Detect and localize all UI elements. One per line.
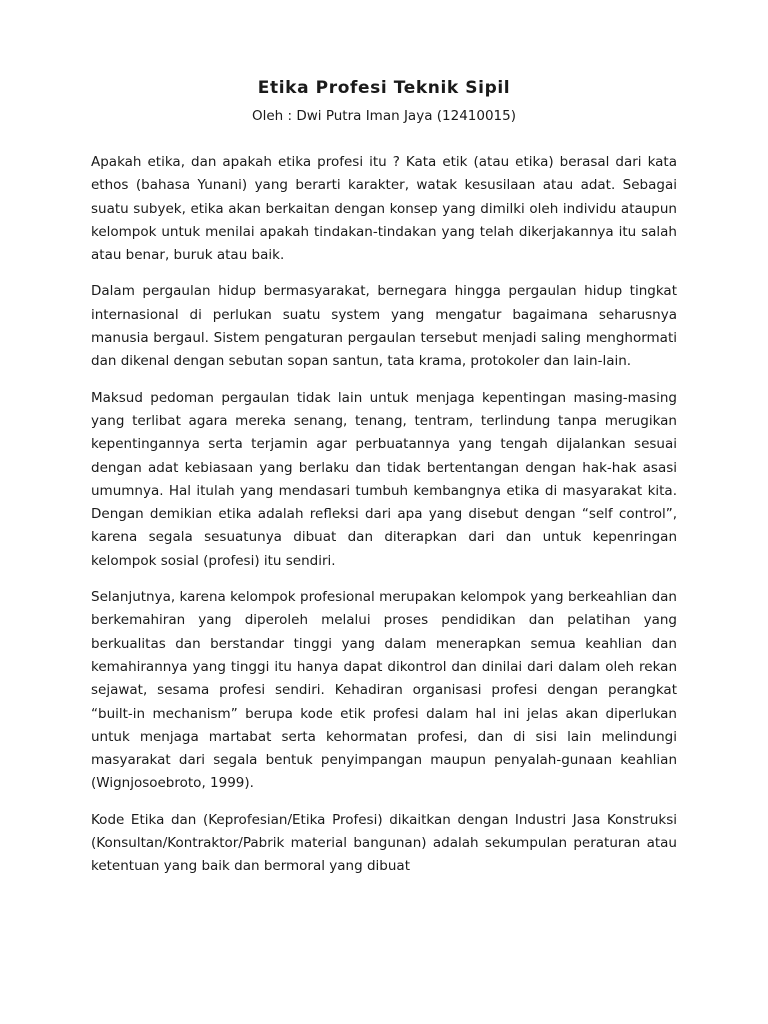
- paragraph-2: Dalam pergaulan hidup bermasyarakat, bernegara hingga pergaulan hidup tingkat internasional di perlukan suatu system yang mengatur bagaimana seharusnya manusia bergaul. Sistem pengaturan pergaulan tersebut menjadi saling menghormati dan dikenal dengan sebutan sopan santun, tata krama, protokoler dan lain-lain.: [91, 283, 677, 370]
- paragraph-5: Kode Etika dan (Keprofesian/Etika Profesi) dikaitkan dengan Industri Jasa Konstruksi (Konsultan/Kontraktor/Pabrik material bangunan) adalah sekumpulan peraturan atau ketentuan yang baik dan bermoral yang dibuat: [91, 811, 677, 875]
- document-title: Etika Profesi Teknik Sipil: [257, 78, 511, 98]
- paragraph-1: Apakah etika, dan apakah etika profesi itu ? Kata etik (atau etika) berasal dari kata ethos (bahasa Yunani) yang berarti karakter, watak kesusilaan atau adat. Sebagai suatu subyek, etika akan berkaitan dengan konsep yang dimilki oleh individu ataupun kelompok untuk menilai apakah tindakan-tindakan yang telah dikerjakannya itu salah atau benar, buruk atau baik.: [91, 154, 677, 264]
- document-page: [91, 76, 677, 879]
- paragraph-3: Maksud pedoman pergaulan tidak lain untuk menjaga kepentingan masing-masing yang terlibat agara mereka senang, tenang, tentram, terlindung tanpa merugikan kepentingannya serta terjamin agar perbuatannya yang tengah dijalankan sesuai dengan adat kebiasaan yang berlaku dan tidak bertentangan dengan hak-hak asasi umumnya. Hal itulah yang mendasari tumbuh kembangnya etika di masyarakat kita. Dengan demikian etika adalah refleksi dari apa yang disebut dengan “self control”, karena segala sesuatunya dibuat dan diterapkan dari dan untuk kepenringan kelompok sosial (profesi) itu sendiri.: [91, 389, 677, 569]
- paragraph-4: Selanjutnya, karena kelompok profesional merupakan kelompok yang berkeahlian dan berkemahiran yang diperoleh melalui proses pendidikan dan pelatihan yang berkualitas dan berstandar tinggi yang dalam menerapkan semua keahlian dan kemahirannya yang tinggi itu hanya dapat dikontrol dan dinilai dari dalam oleh rekan sejawat, sesama profesi sendiri. Kehadiran organisasi profesi dengan perangkat “built-in mechanism” berupa kode etik profesi dalam hal ini jelas akan diperlukan untuk menjaga martabat serta kehormatan profesi, dan di sisi lain melindungi masyarakat dari segala bentuk penyimpangan maupun penyalah-gunaan keahlian (Wignjosoebroto, 1999).: [91, 589, 677, 792]
- document-body: [91, 151, 677, 879]
- document-author: Oleh : Dwi Putra Iman Jaya (12410015): [251, 108, 517, 124]
